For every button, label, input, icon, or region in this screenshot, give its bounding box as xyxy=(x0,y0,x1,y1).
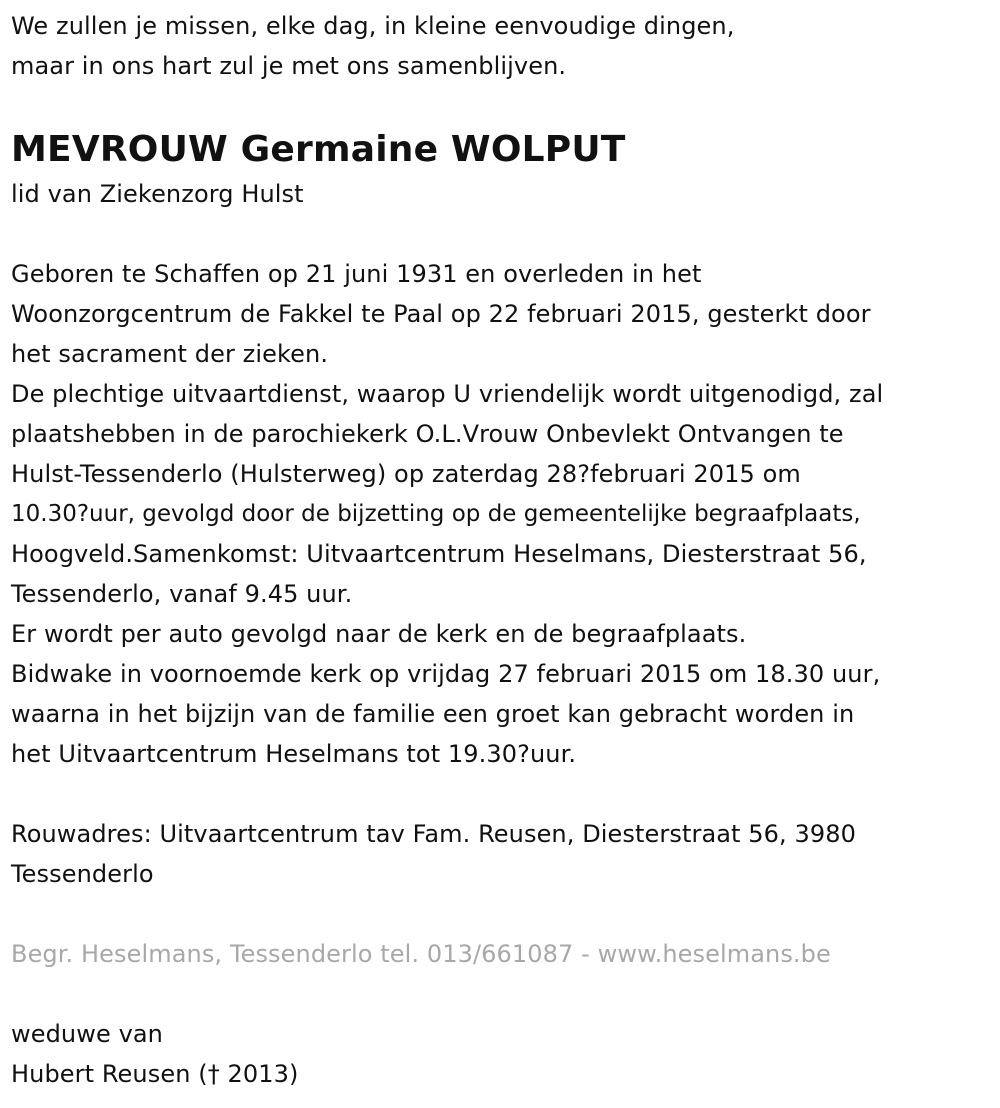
spouse-line-1: weduwe van xyxy=(11,1020,163,1048)
announcement-line: Geboren te Schaffen op 21 juni 1931 en overleden in het xyxy=(11,260,702,288)
deceased-subtitle: lid van Ziekenzorg Hulst xyxy=(11,180,304,208)
announcement-line: Er wordt per auto gevolgd naar de kerk en de begraafplaats. xyxy=(11,620,747,648)
announcement-line: het Uitvaartcentrum Heselmans tot 19.30?uur. xyxy=(11,740,577,768)
spacer xyxy=(11,974,991,1014)
spacer xyxy=(11,774,991,814)
announcement-line: De plechtige uitvaartdienst, waarop U vriendelijk wordt uitgenodigd, zal xyxy=(11,380,884,408)
funeral-home-info: Begr. Heselmans, Tessenderlo tel. 013/661087 - www.heselmans.be xyxy=(11,940,831,968)
quote-line-2: maar in ons hart zul je met ons samenblijven. xyxy=(11,52,567,80)
announcement-line: Woonzorgcentrum de Fakkel te Paal op 22 februari 2015, gesterkt door xyxy=(11,300,871,328)
obituary-notice xyxy=(11,6,991,1094)
address-line-1: Rouwadres: Uitvaartcentrum tav Fam. Reusen, Diesterstraat 56, 3980 xyxy=(11,820,856,848)
announcement-line: Hoogveld.Samenkomst: Uitvaartcentrum Heselmans, Diesterstraat 56, xyxy=(11,540,867,568)
announcement-line: 10.30?uur, gevolgd door de bijzetting op de gemeentelijke begraafplaats, xyxy=(11,501,861,527)
spacer xyxy=(11,894,991,934)
announcement-line: Tessenderlo, vanaf 9.45 uur. xyxy=(11,580,353,608)
spacer xyxy=(11,214,991,254)
quote-line-1: We zullen je missen, elke dag, in kleine eenvoudige dingen, xyxy=(11,12,735,40)
address-line-2: Tessenderlo xyxy=(11,860,154,888)
announcement-line: het sacrament der zieken. xyxy=(11,340,329,368)
deceased-name: MEVROUW Germaine WOLPUT xyxy=(11,129,626,170)
announcement-line: Hulst-Tessenderlo (Hulsterweg) op zaterdag 28?februari 2015 om xyxy=(11,460,801,488)
announcement-line: plaatshebben in de parochiekerk O.L.Vrouw Onbevlekt Ontvangen te xyxy=(11,420,844,448)
announcement-line: Bidwake in voornoemde kerk op vrijdag 27 februari 2015 om 18.30 uur, xyxy=(11,660,881,688)
spouse-line-2: Hubert Reusen († 2013) xyxy=(11,1060,299,1088)
announcement-line: waarna in het bijzijn van de familie een groet kan gebracht worden in xyxy=(11,700,855,728)
